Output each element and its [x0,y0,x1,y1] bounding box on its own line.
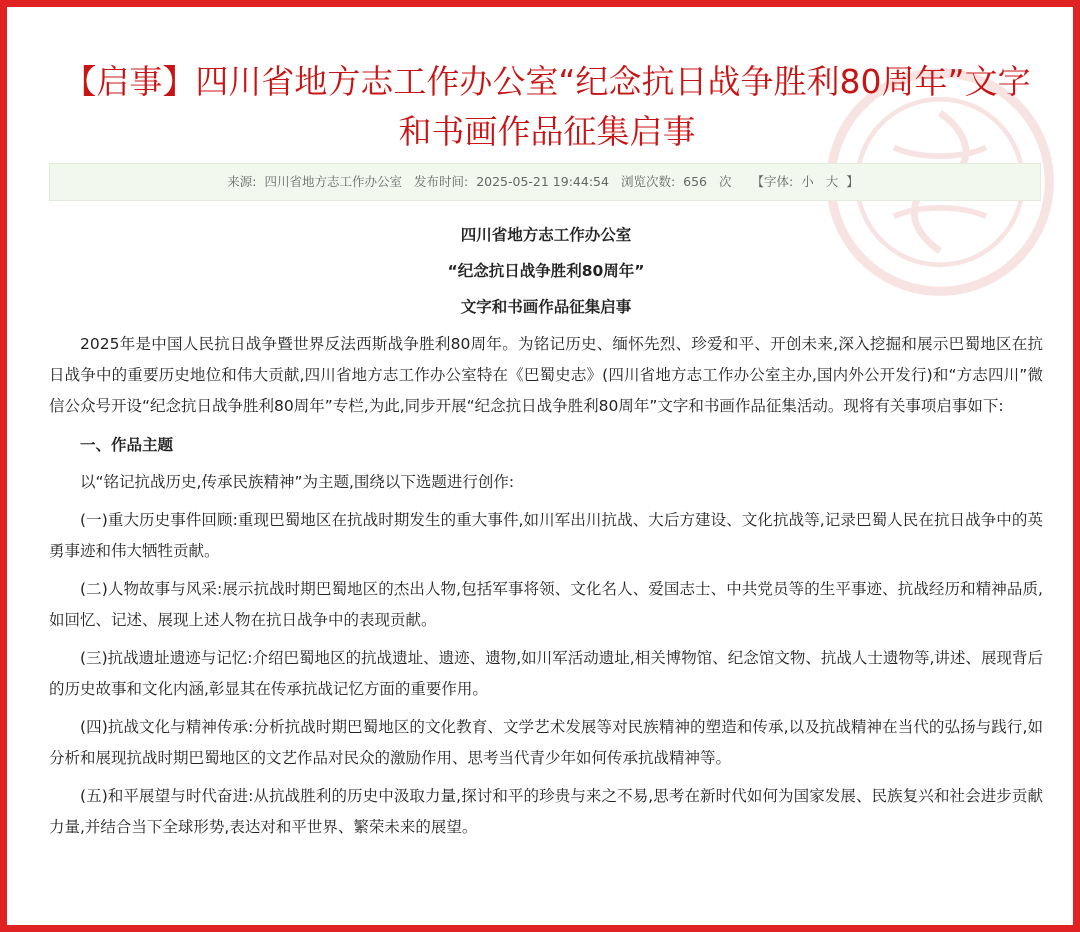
topic-item-3: (三)抗战遗址遗迹与记忆:介绍巴蜀地区的抗战遗址、遗迹、遗物,如川军活动遗址,相关博物馆、纪念馆文物、抗战人士遗物等,讲述、展现背后的历史故事和文化内涵,彰显其在传承抗战记忆方面的重要作用。 [49,649,1043,698]
font-size-label: 【字体: [751,174,794,189]
source-label: 来源: [227,174,257,189]
intro-paragraph: 2025年是中国人民抗日战争暨世界反法西斯战争胜利80周年。为铭记历史、缅怀先烈、珍爱和平、开创未来,深入挖掘和展示巴蜀地区在抗日战争中的重要历史地位和伟大贡献,四川省地方志工作办公室特在《巴蜀史志》(四川省地方志工作办公室主办,国内外公开发行)和“方志四川”微信公众号开设“纪念抗日战争胜利80周年”专栏,为此,同步开展“纪念抗日战争胜利80周年”文字和书画作品征集活动。现将有关事项启事如下: [49,335,1043,415]
font-size-end: 】 [846,174,859,189]
font-size-control [748,174,863,189]
topic-item-4: (四)抗战文化与精神传承:分析抗战时期巴蜀地区的文化教育、文学艺术发展等对民族精神的塑造和传承,以及抗战精神在当代的弘扬与践行,如分析和展现抗战时期巴蜀地区的文艺作品对民众的激励作用、思考当代青少年如何传承抗战精神等。 [49,718,1043,767]
page-title: 【启事】四川省地方志工作办公室“纪念抗日战争胜利80周年”文字和书画作品征集启事 [63,62,1031,152]
views-unit: 次 [719,174,732,189]
theme-paragraph: 以“铭记抗战历史,传承民族精神”为主题,围绕以下选题进行创作: [80,473,515,491]
article-meta [49,163,1041,201]
subheading-event: “纪念抗日战争胜利80周年” [447,262,645,280]
subheading-notice: 文字和书画作品征集启事 [460,298,632,316]
date-value: 2025-05-21 19:44:54 [476,174,609,189]
article-body [49,217,1043,850]
views-count: 656 [683,174,708,189]
topic-item-2: (二)人物故事与风采:展示抗战时期巴蜀地区的杰出人物,包括军事将领、文化名人、爱国志士、中共党员等的生平事迹、抗战经历和精神品质,如回忆、记述、展现上述人物在抗日战争中的表现贡献。 [49,580,1043,629]
subheading-org: 四川省地方志工作办公室 [460,226,632,244]
section-heading-theme: 一、作品主题 [80,436,174,454]
date-label: 发布时间: [413,174,469,189]
topic-item-1: (一)重大历史事件回顾:重现巴蜀地区在抗战时期发生的重大事件,如川军出川抗战、大后方建设、文化抗战等,记录巴蜀人民在抗日战争中的英勇事迹和伟大牺牲贡献。 [49,511,1043,560]
font-large-link[interactable]: 大 [825,174,839,189]
source-value: 四川省地方志工作办公室 [264,174,402,189]
font-small-link[interactable]: 小 [801,174,814,189]
views-label: 浏览次数: [620,174,676,189]
topic-item-5: (五)和平展望与时代奋进:从抗战胜利的历史中汲取力量,探讨和平的珍贵与来之不易,思考在新时代如何为国家发展、民族复兴和社会进步贡献力量,并结合当下全球形势,表达对和平世界、繁荣未来的展望。 [49,787,1043,836]
